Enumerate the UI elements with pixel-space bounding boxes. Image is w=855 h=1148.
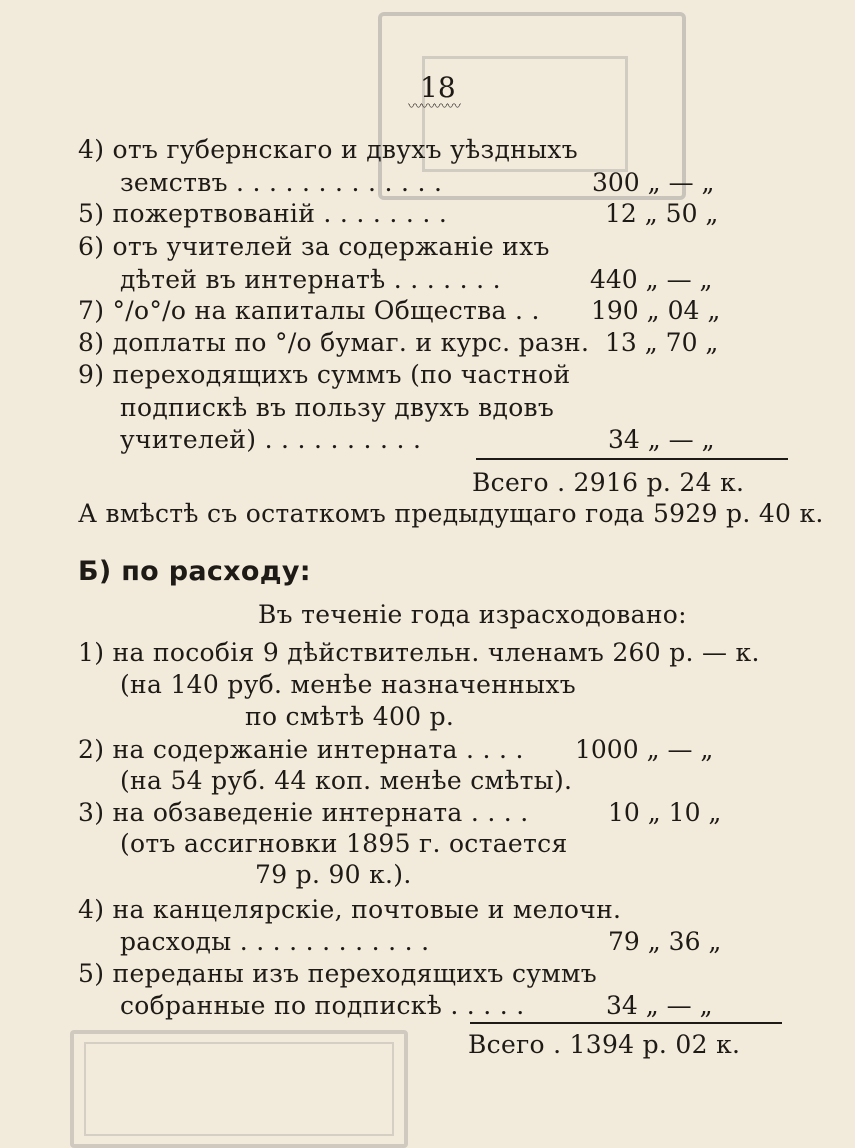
expense-item-5-line-1: 5) переданы изъ переходящихъ суммъ — [78, 959, 597, 988]
income-item-6-line-1: 6) отъ учителей за содержаніе ихъ — [78, 232, 550, 261]
expense-item-2-amount: 1000 „ — „ — [575, 735, 714, 764]
expense-item-2-line-1: 2) на содержаніе интерната . . . . — [78, 735, 524, 764]
expense-total: Всего . 1394 р. 02 к. — [468, 1030, 741, 1059]
expense-total-rule — [470, 1022, 782, 1024]
page-number-ornament: 〰〰〰〰 — [408, 99, 460, 115]
expense-item-2-line-2: (на 54 руб. 44 коп. менѣе смѣты). — [120, 766, 573, 795]
income-item-9-line-3: учителей) . . . . . . . . . . — [120, 425, 422, 454]
expense-item-3-line-3: 79 р. 90 к.). — [255, 860, 412, 889]
income-total-rule — [476, 458, 788, 460]
expense-item-5-line-2: собранные по подпискѣ . . . . . — [120, 991, 525, 1020]
expense-item-4-line-1: 4) на канцелярскіе, почтовые и мелочн. — [78, 895, 622, 924]
income-item-9-amount: 34 „ — „ — [608, 425, 715, 454]
income-item-4-line-1: 4) отъ губернскаго и двухъ уѣздныхъ — [78, 135, 578, 164]
income-item-9-line-2: подпискѣ въ пользу двухъ вдовъ — [120, 393, 555, 422]
income-item-4-line-2: земствъ . . . . . . . . . . . . . — [120, 168, 443, 197]
expense-item-4-line-2: расходы . . . . . . . . . . . . — [120, 927, 430, 956]
expense-item-1-line-2: (на 140 руб. менѣе назначенныхъ — [120, 670, 576, 699]
income-item-8-line-1: 8) доплаты по °/o бумаг. и курс. разн. — [78, 328, 590, 357]
expense-item-1-line-3: по смѣтѣ 400 р. — [245, 702, 455, 731]
expense-item-3-line-2: (отъ ассигновки 1895 г. остается — [120, 829, 568, 858]
income-item-4-amount: 300 „ — „ — [592, 168, 715, 197]
expense-item-3-amount: 10 „ 10 „ — [608, 798, 722, 827]
income-total-with-balance: А вмѣстѣ съ остаткомъ предыдущаго года 5929 р. 40 к. — [78, 499, 824, 528]
income-item-9-line-1: 9) переходящихъ суммъ (по частной — [78, 360, 571, 389]
income-item-7-amount: 190 „ 04 „ — [591, 296, 721, 325]
income-total: Всего . 2916 р. 24 к. — [472, 468, 745, 497]
income-item-5-line-1: 5) пожертвованій . . . . . . . . — [78, 199, 448, 228]
expense-subheading: Въ теченіе года израсходовано: — [258, 600, 687, 629]
income-item-7-line-1: 7) °/o°/o на капиталы Общества . . — [78, 296, 540, 325]
expense-item-3-line-1: 3) на обзаведеніе интерната . . . . — [78, 798, 529, 827]
income-item-6-amount: 440 „ — „ — [590, 265, 713, 294]
income-item-8-amount: 13 „ 70 „ — [605, 328, 719, 357]
expense-item-5-amount: 34 „ — „ — [606, 991, 713, 1020]
section-heading-expense: Б) по расходу: — [78, 556, 311, 587]
library-stamp-bottom — [70, 1030, 408, 1148]
expense-item-4-amount: 79 „ 36 „ — [608, 927, 722, 956]
income-item-6-line-2: дѣтей въ интернатѣ . . . . . . . — [120, 265, 501, 294]
page-number: 18 — [420, 71, 456, 104]
income-item-5-amount: 12 „ 50 „ — [605, 199, 719, 228]
expense-item-1-line-1: 1) на пособія 9 дѣйствительн. членамъ 260 р. — к. — [78, 638, 760, 667]
